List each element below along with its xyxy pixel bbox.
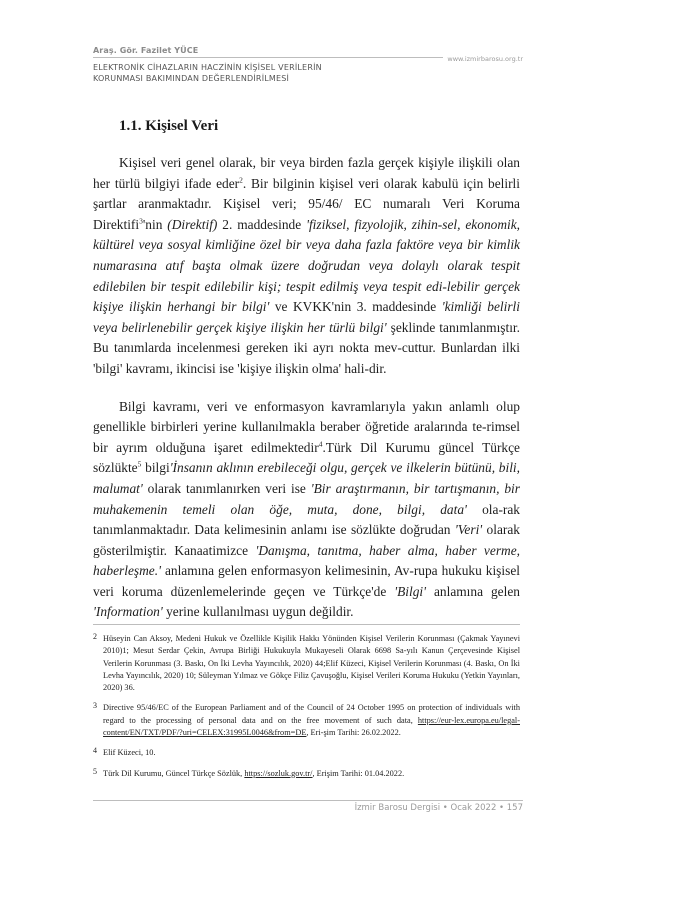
site-url[interactable]: www.izmirbarosu.org.tr (443, 55, 523, 63)
running-footer (93, 800, 523, 813)
paragraph-2 (93, 397, 520, 624)
p2-italic-n: 'Information' (93, 604, 163, 620)
section-heading: 1.1. Kişisel Veri (119, 118, 219, 134)
p2-text-a: Bilgi kavramı, veri ve enformasyon kavramlarıyla yakın anlamlı olup genellikle birbirleri yerine kullanılmakla beraber öğretide aralarında te-rimsel bir ayrım olduğuna işaret edilmektedir (93, 398, 520, 455)
footnote-4 (93, 747, 520, 759)
footnote-5 (93, 768, 520, 780)
p2-text-e: olarak tanımlanırken veri ise (142, 480, 311, 496)
p2-italic-j: 'Danışma, tanıtma, haber alma, haber verme, haberleşme.' (93, 542, 520, 579)
footnote-ref-4[interactable]: 4 (318, 439, 323, 449)
p2-text-b: .Türk Dil Kurumu güncel Türkçe sözlükte (93, 439, 520, 476)
footnote-ref-3[interactable]: 3 (139, 216, 143, 226)
p1-text-c: 'nin (142, 216, 168, 232)
p2-italic-h: 'Veri' (454, 522, 483, 538)
p1-text-a: Kişisel veri genel olarak, bir veya birden fazla gerçek kişiyle ilişkili olan her türlü bilgiyi ifade eder (93, 155, 520, 191)
author-name: Araş. Gör. Fazilet YÜCE (93, 46, 199, 55)
p2-italic-f: 'Bir araştırmanın, bir tartışmanın, bir muhakemenin temeli olan öğe, muta, done, bilgi, data' (93, 480, 520, 517)
p1-text-e: 2. maddesinde (217, 216, 307, 232)
footnote-text-after: , Eri-şim Tarihi: 26.02.2022. (306, 728, 401, 738)
article-title-line-2: KORUNMASI BAKIMINDAN DEĞERLENDİRİLMESİ (93, 74, 290, 83)
footnote-text: Türk Dil Kurumu, Güncel Türkçe Sözlük, (103, 768, 245, 778)
p1-italic-f: 'fiziksel, fizyolojik, zihin-sel, ekonomik, kültürel veya sosyal kimliğine özel bir veya daha fazla faktöre veya bir kimlik numarasına atıf başta olmak üzere doğrudan veya dolaylı olarak tespit edilebilen bir tespit edilebilir kişi; tespit edilmiş veya tespit edi-lebilir gerçek kişiye ilişkin herhangi bir bilgi' (93, 216, 521, 315)
p2-italic-l: 'Bilgi' (394, 583, 426, 599)
footnote-ref-2[interactable]: 2 (239, 175, 243, 185)
p2-text-i: olarak gösterilmiştir. Kanaatimizce (93, 522, 520, 558)
p2-text-m: anlamına gelen (426, 583, 520, 599)
footnote-text: Elif Küzeci, 10. (103, 748, 156, 758)
p2-text-o: yerine kullanılması uygun değildir. (162, 604, 354, 620)
footnote-number: 2 (93, 632, 97, 641)
p1-text-b: . Bir bilginin kişisel veri olarak kabulü için belirli şartlar aranmaktadır. Kişisel veri; 95/46/ EC numaralı Veri Koruma Direktifi (93, 175, 520, 232)
p2-italic-d: 'İnsanın aklının erebileceği olgu, gerçek ve ilkelerin bütünü, bili, malumat' (93, 460, 521, 496)
footnote-2 (93, 633, 520, 694)
footnote-number: 5 (93, 766, 97, 776)
p1-italic-h: 'kimliği belirli veya belirlenebilir gerçek kişiye ilişkin her türlü bilgi' (93, 299, 520, 335)
journal-footer: İzmir Barosu Dergisi • Ocak 2022 • 157 (354, 803, 523, 813)
footnote-ref-5[interactable]: 5 (137, 459, 142, 469)
footnotes (93, 624, 520, 788)
footnote-text-after: , Erişim Tarihi: 01.04.2022. (312, 768, 405, 778)
footnote-number: 4 (93, 746, 97, 756)
p2-text-k: anlamına gelen enformasyon kelimesinin, Av-rupa hukuku kişisel veri koruma düzenlemelerinde geçen ve Türkçe'de (93, 563, 520, 599)
running-header (93, 46, 523, 84)
article-title-line-1: ELEKTRONİK CİHAZLARIN HACZİNİN KİŞİSEL VERİLERİN (93, 63, 322, 72)
footnote-number: 3 (93, 701, 97, 711)
main-content (93, 118, 520, 623)
paragraph-1 (93, 153, 520, 380)
footnote-link[interactable]: https://sozluk.gov.tr/ (244, 768, 313, 778)
footnote-link[interactable]: https://eur-lex.europa.eu/legal-content/EN/TXT/PDF/?uri=CELEX:31995L0046&from=DE (103, 715, 520, 738)
footnote-text: Directive 95/46/EC of the European Parliament and of the Council of 24 October 1995 on protection of individuals with regard to the processing of personal data and on the free movement of such data, (103, 703, 520, 725)
article-title (93, 62, 523, 84)
p1-text-g: ve KVKK'nin 3. maddesinde (269, 299, 442, 315)
footnote-3 (93, 702, 520, 739)
p1-text-i: şeklinde tanımlanmıştır. Bu tanımlarda incelenmesi gereken iki ayrı nokta mev-cuttur. Bunlardan ilki 'bilgi' kavramı, ikincisi ise 'kişiye ilişkin olma' hali-dir. (93, 319, 521, 376)
p2-text-g: ola-rak tanımlanmaktadır. Data kelimesinin anlamı ise sözlükte doğrudan (93, 501, 521, 538)
footnote-text: Hüseyin Can Aksoy, Medeni Hukuk ve Özellikle Kişilik Hakkı Yönünden Kişisel Verilerin Korunması (Çakmak Yayınevi 2010)1; Mesut Serdar Çekin, Avrupa Birliği Hukukuyla Mukayeseli Olarak 6698 Sa-yılı Kanun Çerçevesinde Kişisel Verilerin Korunması (3. Baskı, On İki Levha Yayıncılık, 2020) 44;Elif Küzeci, Kişisel Verilerin Korunması (4. Baskı, On İki Levha Yayıncılık, 2020) 10; Süleyman Yılmaz ve Gökçe Filiz Çavuşoğlu, Kişisel Verileri Koruma Hukuku (Yetkin Yayınları, 2020) 36. (103, 634, 520, 693)
p2-text-c: bilgi (141, 460, 170, 476)
p1-italic-d: (Direktif) (167, 216, 218, 232)
